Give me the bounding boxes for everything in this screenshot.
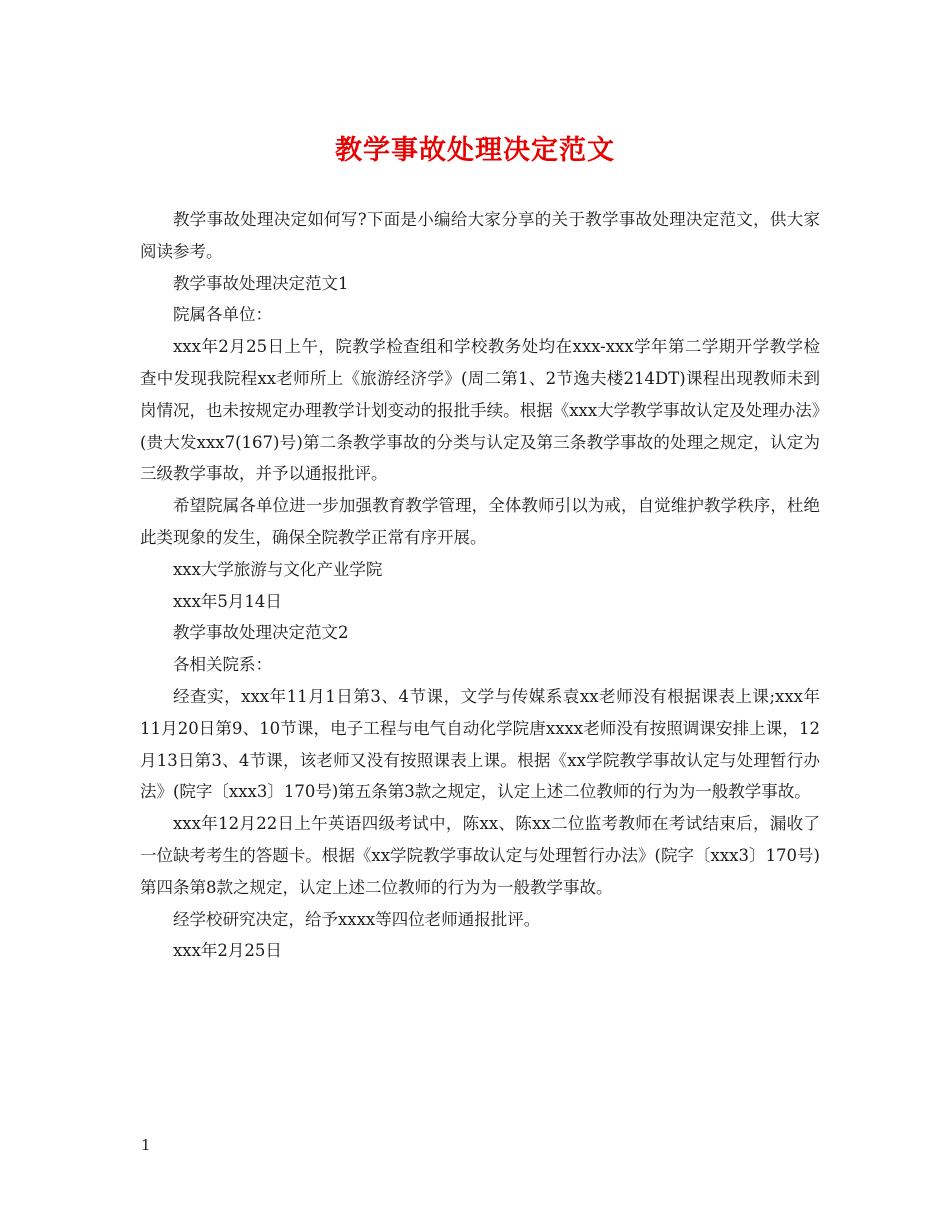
paragraph-salutation-1: 院属各单位：: [173, 305, 272, 325]
paragraph-hope: 希望院属各单位进一步加强教育教学管理，全体教师引以为戒，自觉维护教学秩序，杜绝此类现象的发生，确保全院教学正常有序开展。: [140, 496, 820, 547]
paragraph-incident-3: xxx年12月22日上午英语四级考试中，陈xx、陈xx二位监考教师在考试结束后，漏收了一位缺考考生的答题卡。根据《xx学院教学事故认定与处理暂行办法》(院字〔xxx3〕170号)第四条第8款之规定，认定上述二位教师的行为为一般教学事故。: [140, 814, 820, 897]
page-number: 1: [141, 1136, 151, 1154]
paragraph-intro: 教学事故处理决定如何写?下面是小编给大家分享的关于教学事故处理决定范文，供大家阅读参考。: [140, 210, 820, 261]
paragraph-decision: 经学校研究决定，给予xxxx等四位老师通报批评。: [173, 909, 541, 929]
document-body: [140, 204, 820, 967]
paragraph-salutation-2: 各相关院系：: [173, 655, 272, 675]
paragraph-heading-sample-2: 教学事故处理决定范文2: [173, 623, 349, 643]
paragraph-signature-date-2: xxx年2月25日: [173, 941, 282, 961]
paragraph-incident-2: 经查实，xxx年11月1日第3、4节课，文学与传媒系袁xx老师没有根据课表上课;xxx年11月20日第9、10节课，电子工程与电气自动化学院唐xxxx老师没有按照调课安排上课，12月13日第3、4节课，该老师又没有按照课表上课。根据《xx学院教学事故认定与处理暂行办法》(院字〔xxx3〕170号)第五条第3款之规定，认定上述二位教师的行为为一般教学事故。: [140, 686, 820, 802]
paragraph-incident-1: xxx年2月25日上午，院教学检查组和学校教务处均在xxx-xxx学年第二学期开学教学检查中发现我院程xx老师所上《旅游经济学》(周二第1、2节逸夫楼214DT)课程出现教师未到岗情况，也未按规定办理教学计划变动的报批手续。根据《xxx大学教学事故认定及处理办法》(贵大发xxx7(167)号)第二条教学事故的分类与认定及第三条教学事故的处理之规定，认定为三级教学事故，并予以通报批评。: [140, 337, 820, 484]
paragraph-signature-date-1: xxx年5月14日: [173, 591, 282, 611]
paragraph-signature-org: xxx大学旅游与文化产业学院: [173, 559, 383, 579]
paragraph-heading-sample-1: 教学事故处理决定范文1: [173, 273, 349, 293]
document-title: 教学事故处理决定范文: [335, 135, 615, 166]
